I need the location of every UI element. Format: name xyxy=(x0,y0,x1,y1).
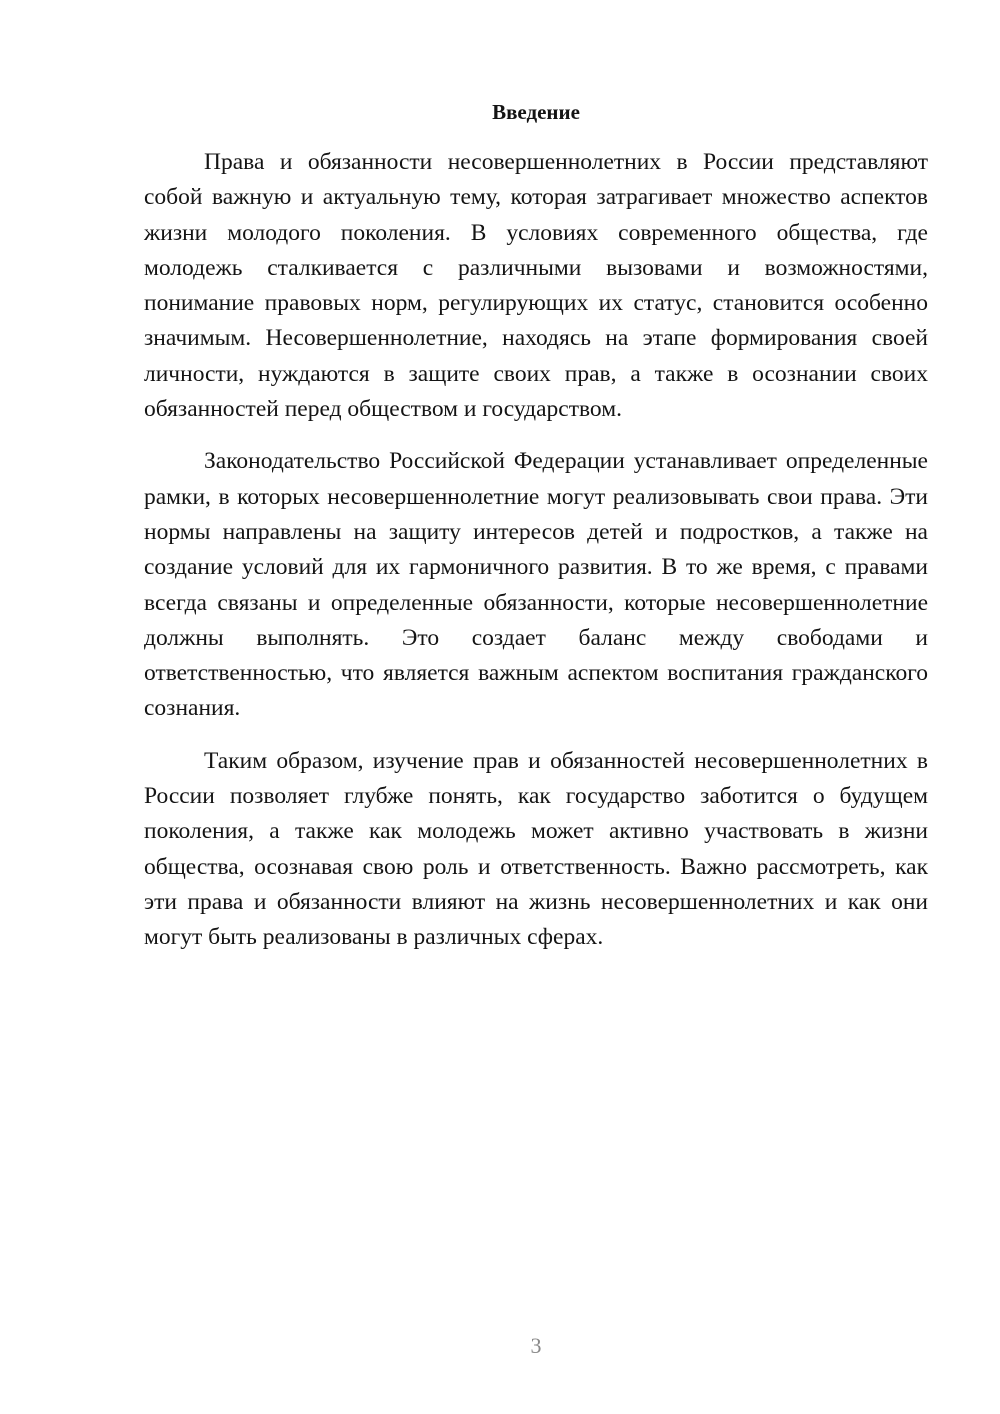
page-number: 3 xyxy=(530,1333,542,1358)
section-heading: Введение xyxy=(492,100,580,124)
body-text xyxy=(144,145,928,973)
paragraph-2: Законодательство Российской Федерации устанавливает определенные рамки, в которых несовершеннолетние могут реализовывать свои права. Эти нормы направлены на защиту интересов детей и подростков, а также на создание условий для их гармоничного развития. В то же время, с правами всегда связаны и определенные обязанности, которые несовершеннолетние должны выполнять. Это создает баланс между свободами и ответственностью, что является важным аспектом воспитания гражданского сознания. xyxy=(144,448,928,722)
paragraph-3: Таким образом, изучение прав и обязанностей несовершеннолетних в России позволяет глубже понять, как государство заботится о будущем поколения, а также как молодежь может активно участвовать в жизни общества, осознавая свою роль и ответственность. Важно рассмотреть, как эти права и обязанности влияют на жизнь несовершеннолетних и как они могут быть реализованы в различных сферах. xyxy=(144,747,928,951)
paragraph-1: Права и обязанности несовершеннолетних в России представляют собой важную и актуальную тему, которая затрагивает множество аспектов жизни молодого поколения. В условиях современного общества, где молодежь сталкивается с различными вызовами и возможностями, понимание правовых норм, регулирующих их статус, становится особенно значимым. Несовершеннолетние, находясь на этапе формирования своей личности, нуждаются в защите своих прав, а также в осознании своих обязанностей перед обществом и государством. xyxy=(144,149,928,423)
